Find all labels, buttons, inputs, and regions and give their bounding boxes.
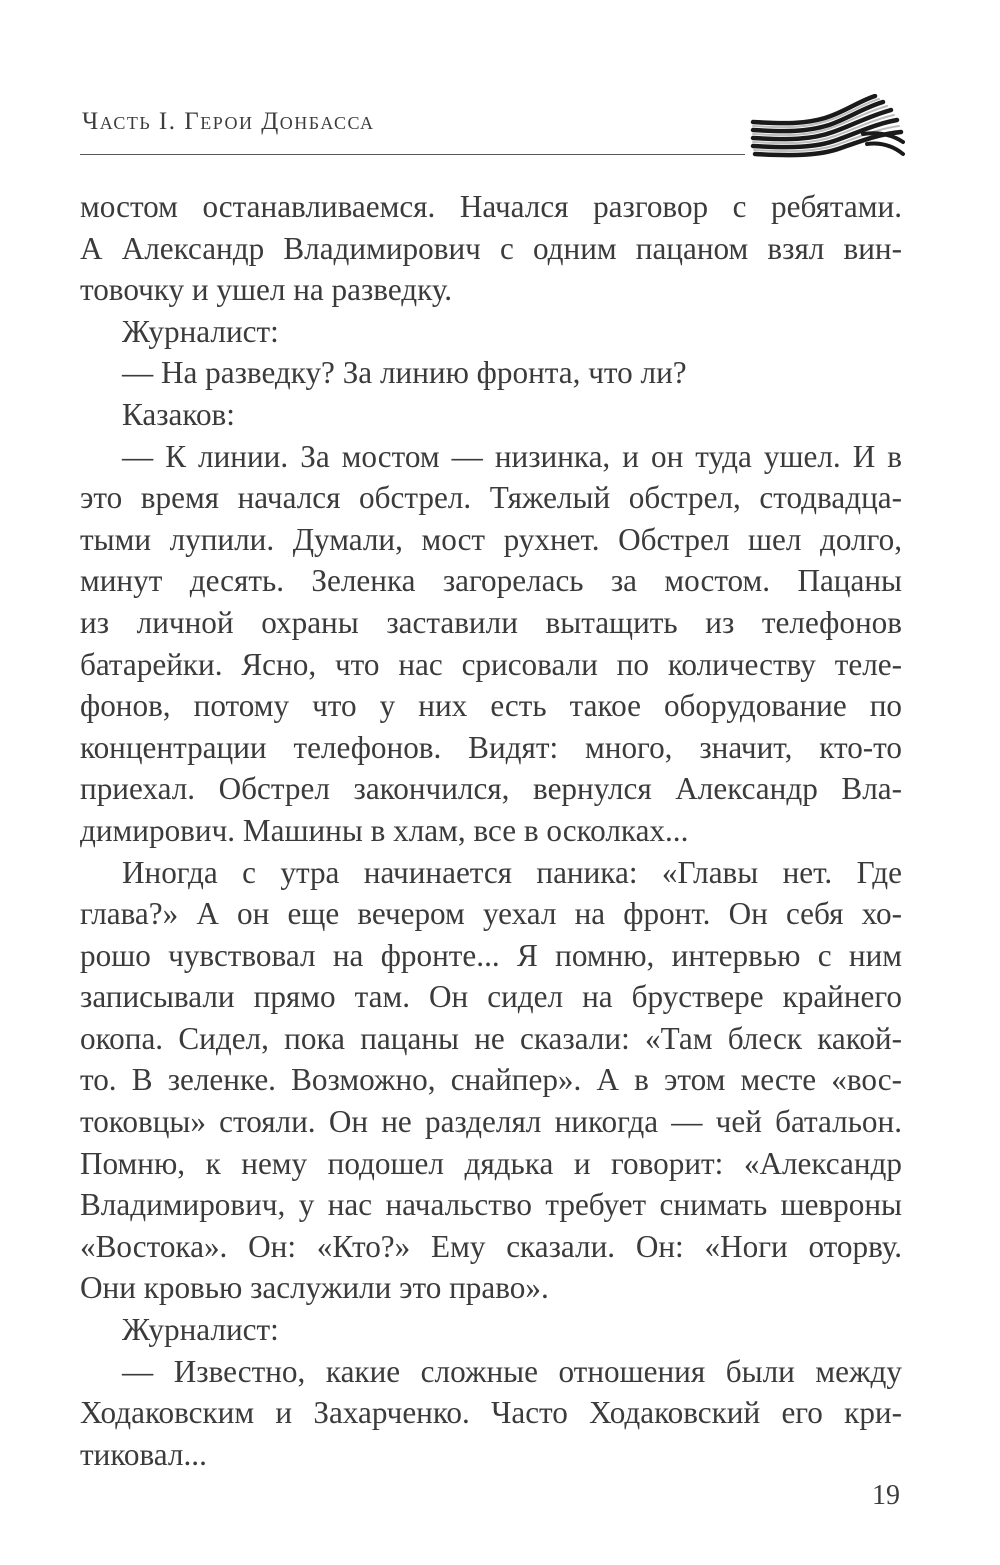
text-line: фонов, потому что у них есть такое оборудование по [80, 688, 902, 724]
text-line: тиковал... [80, 1436, 207, 1472]
text-line: мостом останавливаемся. Начался разговор с ребятами. [80, 189, 902, 224]
text-line: Иногда с утра начинается паника: «Главы нет. Где [122, 854, 902, 890]
text-line: глава?» А он еще вечером уехал на фронт. Он себя хо- [80, 896, 902, 932]
text-line: записывали прямо там. Он сидел на бруствере крайнего [80, 979, 902, 1015]
text-line: — На разведку? За линию фронта, что ли? [122, 355, 687, 391]
text-line: то. В зеленке. Возможно, снайпер». А в этом месте «вос- [80, 1062, 902, 1098]
text-line: Казаков: [122, 396, 235, 432]
text-line: это время начался обстрел. Тяжелый обстрел, стодвадца- [80, 480, 902, 516]
text-line: Журналист: [122, 1312, 279, 1348]
page-number: 19 [872, 1480, 900, 1511]
header-rule [80, 154, 745, 155]
text-line: димирович. Машины в хлам, все в осколках... [80, 812, 689, 848]
st-george-ribbon-icon [745, 94, 905, 166]
text-line: Журналист: [122, 313, 279, 349]
text-line: товочку и ушел на разведку. [80, 272, 453, 308]
text-line: из личной охраны заставили вытащить из телефонов [80, 604, 902, 640]
page-header [80, 108, 900, 168]
text-line: токовцы» стояли. Он не разделял никогда — чей батальон. [80, 1104, 902, 1140]
text-line: «Востока». Он: «Кто?» Ему сказали. Он: «Ноги оторву. [80, 1228, 902, 1264]
text-body [80, 186, 902, 1475]
text-line: Владимирович, у нас начальство требует снимать шевроны [80, 1187, 902, 1223]
text-line: рошо чувствовал на фронте... Я помню, интервью с ним [80, 937, 902, 973]
text-line: минут десять. Зеленка загорелась за мостом. Пацаны [80, 563, 902, 599]
running-head: Часть I. Герои Донбасса [82, 108, 375, 135]
text-line: Помню, к нему подошел дядька и говорит: «Александр [80, 1145, 902, 1181]
text-line: батарейки. Ясно, что нас срисовали по количеству теле- [80, 646, 902, 682]
text-line: приехал. Обстрел закончился, вернулся Александр Вла- [80, 771, 902, 807]
text-line: Ходаковским и Захарченко. Часто Ходаковский его кри- [80, 1395, 902, 1431]
text-line: тыми лупили. Думали, мост рухнет. Обстрел шел долго, [80, 521, 902, 557]
text-line: концентрации телефонов. Видят: много, значит, кто-то [80, 729, 902, 765]
text-line: Они кровью заслужили это право». [80, 1270, 549, 1306]
text-line: — Известно, какие сложные отношения были между [122, 1353, 902, 1389]
text-line: окопа. Сидел, пока пацаны не сказали: «Там блеск какой- [80, 1020, 902, 1056]
text-line: А Александр Владимирович с одним пацаном взял вин- [80, 230, 902, 266]
text-line: — К линии. За мостом — низинка, и он туда ушел. И в [122, 438, 902, 474]
